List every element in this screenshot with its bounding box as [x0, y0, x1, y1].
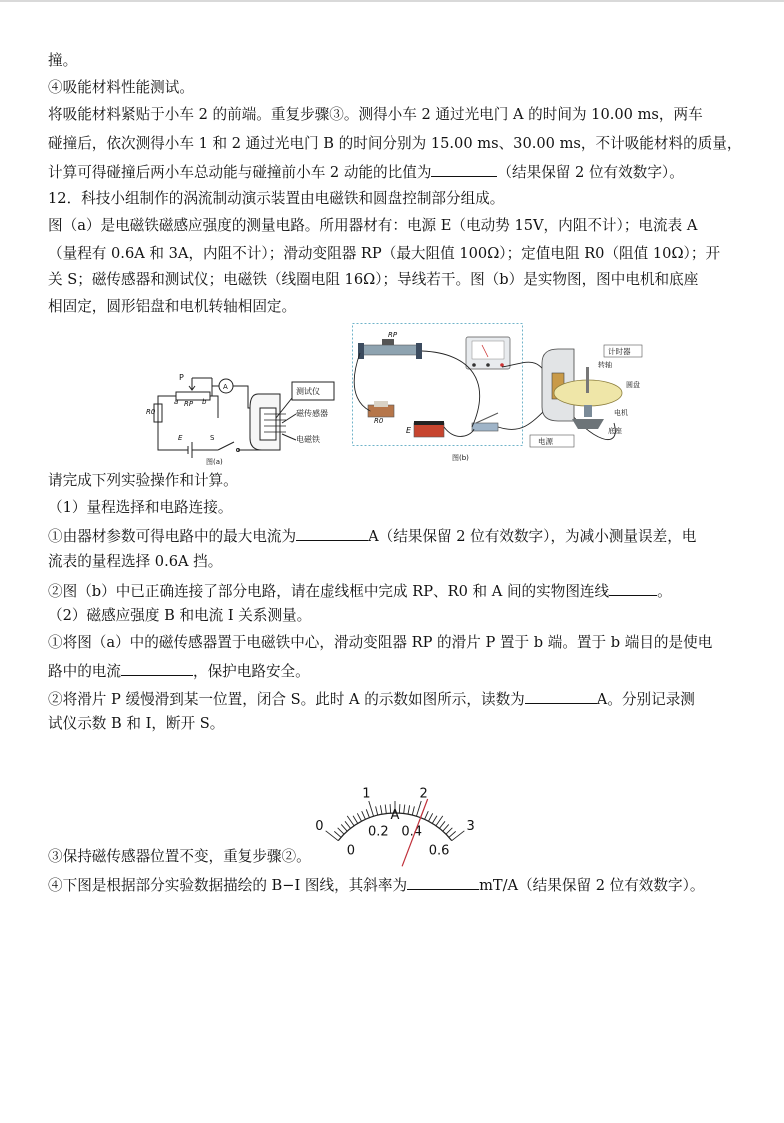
dial-tick — [341, 824, 347, 831]
svg-text:RP: RP — [184, 400, 194, 408]
text-line: ③保持磁传感器位置不变，重复步骤②。 — [48, 848, 311, 865]
subquestion-2-title: （2）磁感应强度 B 和电流 I 关系测量。 — [48, 607, 312, 624]
svg-text:电磁铁: 电磁铁 — [296, 435, 320, 444]
dial-tick — [366, 809, 369, 817]
dial-tick — [347, 816, 354, 826]
rheostat-device — [358, 339, 422, 359]
svg-text:测试仪: 测试仪 — [296, 387, 320, 396]
subquestion-1-title: （1）量程选择和电路连接。 — [48, 499, 233, 516]
dial-tick — [326, 831, 339, 841]
text-line: 试仪示数 B 和 I，断开 S。 — [48, 715, 225, 732]
svg-text:E: E — [178, 434, 183, 442]
page-top-border — [0, 0, 784, 2]
svg-text:电源: 电源 — [538, 437, 553, 446]
text-line: ①将图（a）中的磁传感器置于电磁铁中心，滑动变阻器 RP 的滑片 P 置于 b 端。置于 b 端目的是使电 — [48, 634, 713, 651]
text-line: 碰撞后，依次测得小车 1 和 2 通过光电门 B 的时间分别为 15.00 ms、30.00 ms，不计吸能材料的质量， — [48, 135, 742, 152]
resistor-r0-device — [368, 401, 394, 417]
answer-blank[interactable] — [121, 660, 193, 676]
svg-text:圆盘: 圆盘 — [626, 381, 640, 389]
dial-tick — [416, 801, 421, 816]
text-line: ④吸能材料性能测试。 — [48, 79, 194, 96]
dial-tick — [429, 813, 433, 821]
dial-tick — [376, 806, 378, 815]
question-12-title: 12．科技小组制作的涡流制动演示装置由电磁铁和圆盘控制部分组成。 — [48, 190, 505, 207]
svg-text:R0: R0 — [146, 408, 156, 416]
answer-blank[interactable] — [431, 161, 497, 177]
dial-tick — [449, 831, 456, 837]
svg-text:A: A — [223, 383, 228, 391]
svg-text:a: a — [174, 398, 179, 406]
answer-blank[interactable] — [296, 525, 368, 541]
svg-text:图(a): 图(a) — [206, 458, 223, 466]
ammeter-device — [466, 337, 510, 369]
dial-tick — [338, 828, 344, 834]
dial-tick — [432, 816, 437, 824]
svg-text:S: S — [210, 434, 215, 442]
figure-b-apparatus — [352, 323, 644, 465]
dial-inner-label: 0 — [346, 843, 356, 859]
text-line: ②将滑片 P 缓慢滑到某一位置，闭合 S。此时 A 的示数如图所示，读数为 A。分别记录测 — [48, 688, 695, 710]
dial-tick — [334, 831, 341, 837]
svg-text:RP: RP — [388, 331, 398, 339]
switch-device — [472, 413, 498, 431]
text-line: （量程有 0.6A 和 3A，内阻不计）；滑动变阻器 RP（最大阻值 100Ω）；定值电阻 R0（阻值 10Ω）；开 — [48, 245, 721, 262]
svg-text:R0: R0 — [374, 417, 384, 425]
text-line: 相固定，圆形铝盘和电机转轴相固定。 — [48, 298, 297, 315]
battery-device — [414, 421, 444, 437]
dial-inner-label: 0.2 — [367, 824, 389, 840]
text-line: 图（a）是电磁铁磁感应强度的测量电路。所用器材有：电源 E（电动势 15V，内阻不计）；电流表 A — [48, 217, 698, 234]
dial-tick — [439, 821, 445, 828]
text-line: 将吸能材料紧贴于小车 2 的前端。重复步骤③。测得小车 2 通过光电门 A 的时间为 10.00 ms，两车 — [48, 106, 703, 123]
ammeter-dial — [285, 735, 505, 859]
dial-inner-label: 0.6 — [428, 843, 450, 859]
svg-text:图(b): 图(b) — [452, 454, 469, 462]
text-line: 流表的量程选择 0.6A 挡。 — [48, 553, 223, 570]
svg-text:磁传感器: 磁传感器 — [296, 409, 328, 418]
figure-a-circuit — [140, 368, 350, 468]
dial-tick — [385, 805, 386, 814]
dial-tick — [446, 828, 452, 834]
answer-blank[interactable] — [609, 580, 657, 596]
text-line: 撞。 — [48, 52, 78, 69]
text-line: ①由器材参数可得电路中的最大电流为 A（结果保留 2 位有效数字），为减小测量误差，电 — [48, 525, 696, 547]
dial-tick — [452, 831, 465, 841]
dial-tick — [443, 824, 449, 831]
dial-tick — [357, 813, 361, 821]
svg-text:b: b — [202, 398, 207, 406]
dial-tick — [425, 811, 429, 819]
text-line: 请完成下列实验操作和计算。 — [48, 472, 238, 489]
dial-tick — [345, 821, 351, 828]
dial-inner-label: 0.4 — [401, 824, 423, 840]
text-line: 路中的电流 ，保护电路安全。 — [48, 660, 310, 682]
dial-tick — [380, 805, 382, 814]
svg-text:E: E — [406, 426, 412, 435]
svg-text:电机: 电机 — [614, 409, 628, 417]
text-line: ④下图是根据部分实验数据描绘的 B−I 图线，其斜率为 mT/A（结果保留 2 位有效数字）。 — [48, 874, 704, 896]
dial-tick — [369, 801, 374, 816]
text-line: 关 S；磁传感器和测试仪；电磁铁（线圈电阻 16Ω）；导线若干。图（b）是实物图，图中电机和底座 — [48, 271, 699, 288]
dial-outer-label: 3 — [466, 818, 475, 834]
svg-text:底座: 底座 — [608, 427, 622, 435]
dial-tick — [362, 811, 366, 819]
dial-tick — [412, 806, 414, 815]
svg-text:P: P — [179, 373, 184, 382]
dial-outer-label: 2 — [419, 786, 428, 802]
dial-tick — [404, 805, 405, 814]
text-line: 计算可得碰撞后两小车总动能与碰撞前小车 2 动能的比值为 （结果保留 2 位有效数字）。 — [48, 161, 684, 183]
dial-tick — [436, 816, 443, 826]
dial-tick — [408, 805, 410, 814]
svg-text:计时器: 计时器 — [608, 347, 631, 356]
text-line: ②图（b）中已正确连接了部分电路，请在虚线框中完成 RP、R0 和 A 间的实物图连线 。 — [48, 580, 672, 602]
dial-outer-label: 1 — [362, 786, 371, 802]
dial-tick — [353, 816, 358, 824]
answer-blank[interactable] — [525, 688, 597, 704]
dial-outer-label: 0 — [315, 818, 324, 834]
dial-unit-label: A — [390, 808, 400, 823]
answer-blank[interactable] — [407, 874, 479, 890]
svg-text:转轴: 转轴 — [598, 361, 612, 369]
